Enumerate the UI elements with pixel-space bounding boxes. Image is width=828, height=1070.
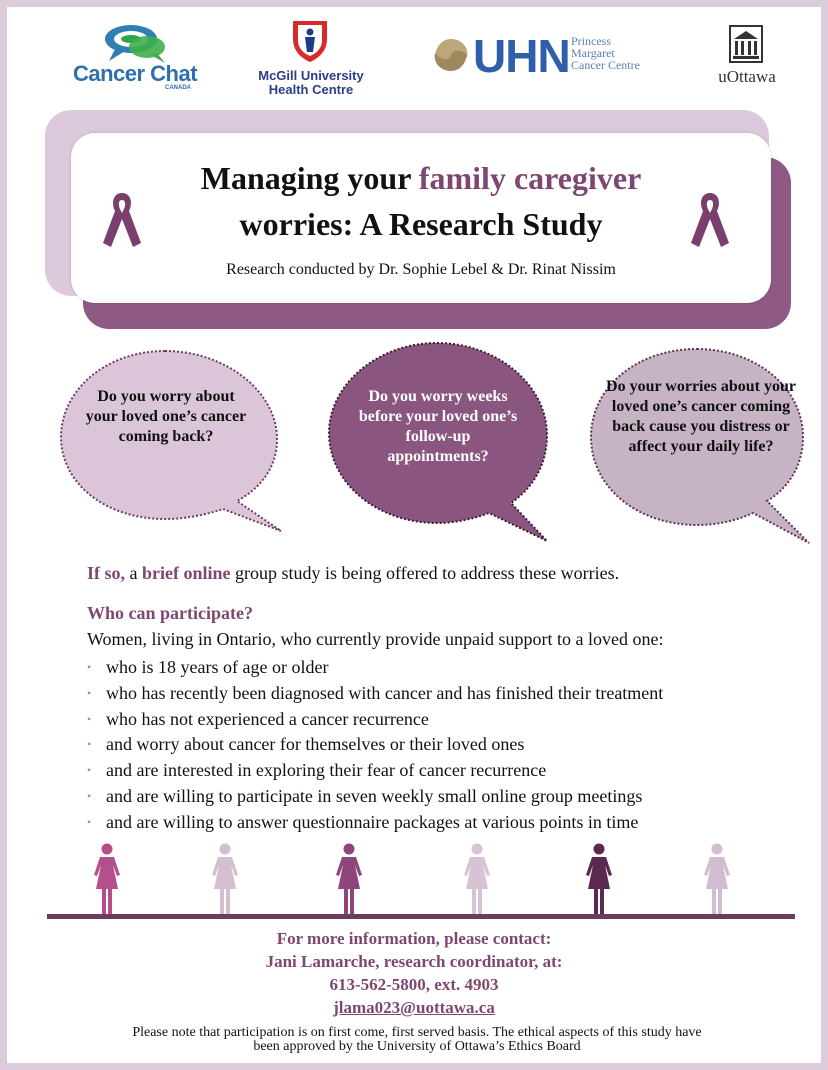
title-subtitle: Research conducted by Dr. Sophie Lebel & Dr. Rinat Nissim — [226, 261, 616, 278]
criteria-text: and are willing to participate in seven weekly small online group meetings — [106, 785, 643, 806]
mcgill-logo — [243, 19, 379, 103]
who-heading: Who can participate? — [87, 603, 253, 623]
contact-email-link[interactable]: jlama023@uottawa.ca — [333, 998, 495, 1017]
uhn-subtitle — [571, 35, 640, 71]
criteria-text: and are willing to answer questionnaire packages at various points in time — [106, 811, 639, 832]
bullet-dot-icon: • — [87, 763, 92, 778]
contact-phone: 613-562-5800, ext. 4903 — [329, 975, 499, 994]
mcgill-shield-icon — [291, 19, 329, 63]
question-bubble-3 — [587, 341, 813, 547]
criteria-item — [87, 810, 787, 836]
title-line2: worries: A Research Study — [239, 206, 603, 242]
woman-figure-icon — [461, 843, 493, 917]
intro-part1: a — [125, 563, 143, 583]
woman-figure-icon — [701, 843, 733, 917]
page-title — [71, 155, 771, 247]
criteria-text: and are interested in exploring their fear of cancer recurrence — [106, 760, 547, 781]
bullet-dot-icon: • — [87, 660, 92, 674]
bubble-3-text: Do your worries about your loved one’s cancer coming back cause you distress or affect your daily life? — [606, 378, 796, 455]
bullet-dot-icon: • — [87, 737, 92, 752]
bullet-dot-icon: • — [87, 788, 92, 803]
bullet-dot-icon: • — [87, 685, 92, 700]
contact-block — [7, 927, 821, 1019]
uhn-swirl-icon — [431, 35, 471, 75]
intro-brief-online: brief online — [142, 563, 231, 583]
cancer-chat-logo — [65, 23, 205, 93]
criteria-item — [87, 732, 787, 758]
building-icon — [729, 25, 763, 63]
uhn-logo — [431, 30, 661, 83]
contact-line1: For more information, please contact: — [276, 929, 552, 948]
question-bubble-2 — [325, 337, 557, 545]
uhn-sub-line2: Margaret — [571, 46, 615, 60]
mcgill-name — [243, 69, 379, 97]
bullet-dot-icon: • — [87, 711, 92, 726]
criteria-item — [87, 784, 787, 810]
footnote-line1: Please note that participation is on first come, first served basis. The ethical aspects of this study have — [132, 1025, 702, 1040]
uottawa-name: uOttawa — [718, 67, 776, 86]
ground-line — [47, 914, 795, 919]
criteria-text: who is 18 years of age or older — [106, 657, 329, 677]
woman-figure-icon — [91, 843, 123, 917]
criteria-list — [87, 655, 787, 836]
woman-figure-icon — [209, 843, 241, 917]
intro-part2: group study is being offered to address these worries. — [230, 563, 620, 583]
intro-text — [87, 563, 787, 584]
bubble-2-text: Do you worry weeks before your loved one’s follow-up appointments? — [358, 388, 518, 465]
cancer-chat-country: CANADA — [165, 85, 191, 91]
criteria-item — [87, 707, 787, 733]
intro-if-so: If so, — [87, 563, 126, 583]
uottawa-logo — [707, 25, 787, 89]
question-bubble-1 — [55, 341, 285, 537]
uhn-sub-line3: Cancer Centre — [571, 58, 640, 72]
contact-line2: Jani Lamarche, research coordinator, at: — [265, 952, 563, 971]
cancer-chat-name: Cancer Chat — [72, 61, 198, 86]
criteria-item — [87, 655, 787, 681]
title-card — [71, 133, 771, 303]
criteria-text: and worry about cancer for themselves or their loved ones — [106, 734, 525, 755]
title-line1-plain: Managing your — [200, 160, 419, 196]
title-line1-accent: family caregiver — [418, 160, 642, 196]
bullet-dot-icon: • — [87, 814, 92, 829]
bubble-1-text: Do you worry about your loved one’s cancer coming back? — [85, 388, 247, 445]
criteria-item — [87, 758, 787, 784]
criteria-text: who has not experienced a cancer recurrence — [106, 708, 429, 729]
woman-figure-icon — [583, 843, 615, 917]
mcgill-name-line2: Health Centre — [268, 82, 354, 97]
criteria-item — [87, 681, 787, 707]
awareness-ribbon-icon — [687, 189, 733, 251]
woman-figure-icon — [333, 843, 365, 917]
criteria-text: who has recently been diagnosed with cancer and has finished their treatment — [106, 682, 664, 703]
chat-bubbles-icon — [101, 23, 171, 65]
mcgill-name-line1: McGill University — [258, 68, 364, 83]
footnote-line2: been approved by the University of Ottawa’s Ethics Board — [253, 1039, 581, 1054]
footnote — [47, 1026, 787, 1054]
awareness-ribbon-icon — [99, 189, 145, 251]
uhn-letters: UHN — [473, 30, 570, 82]
who-lead: Women, living in Ontario, who currently provide unpaid support to a loved one: — [87, 629, 664, 649]
people-row — [47, 843, 795, 923]
uhn-sub-line1: Princess — [571, 34, 611, 48]
